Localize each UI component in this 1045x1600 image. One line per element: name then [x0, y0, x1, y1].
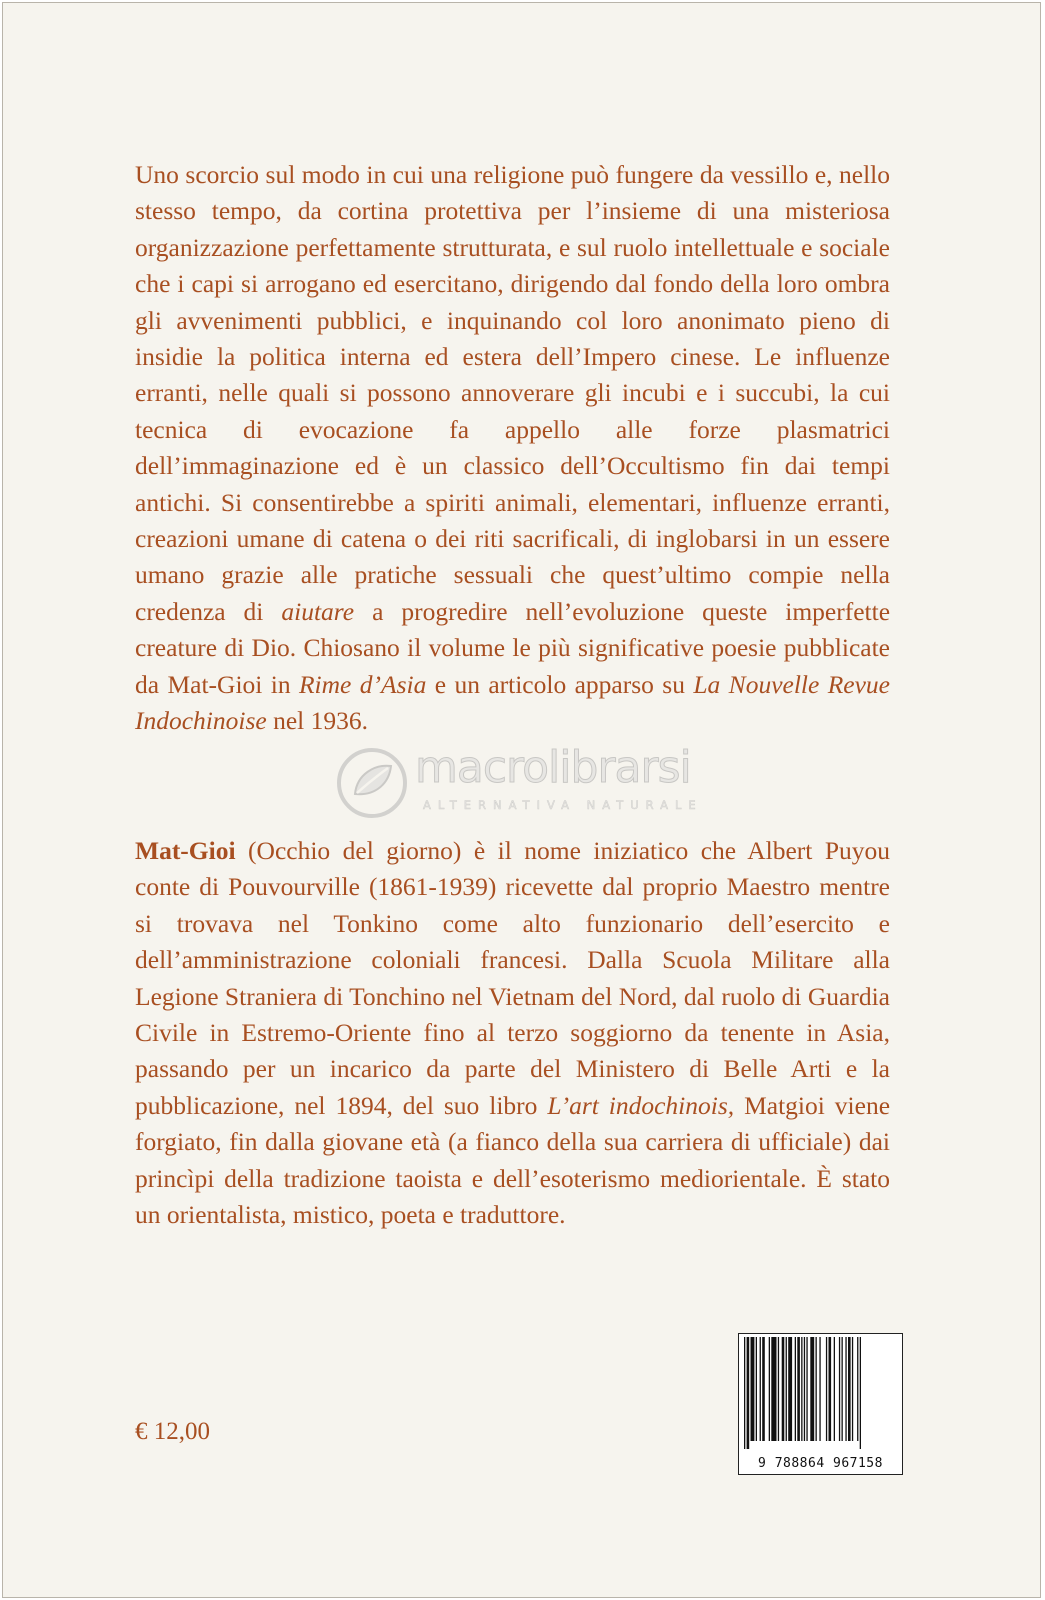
barcode-bar: [782, 1337, 785, 1441]
blurb-part-1: Uno scorcio sul modo in cui una religione può fungere da vessillo e, nello stesso tempo, da cortina protettiva per l’insieme di una misteriosa organizzazione perfettamente strutturata, e sul ruolo intellettuale e sociale che i capi si arrogano ed esercitano, dirigendo dal fondo della loro ombra gli avvenimenti pubblici, e inquinando col loro anonimato pieno di insidie la politica interna ed estera dell’Impero cinese. Le influenze erranti, nelle quali si possono annoverare gli incubi e i succubi, la cui tecnica di evocazione fa appello alle forze plasmatrici dell’immaginazione ed è un classico dell’Occultismo fin dai tempi antichi. Si consentirebbe a spiriti animali, elementari, influenze erranti, creazioni umane di catena o dei riti sacrificali, di inglobarsi in un essere umano grazie alle pratiche sessuali che quest’ultimo compie nella credenza di: [135, 160, 890, 626]
bio-part-2: Matgioi viene forgiato, fin dalla giovane età (a fianco della sua carriera di ufficiale) dai princìpi della tradizione taoista e dell’esoterismo mediorientale. È stato un orientalista, mistico, poeta e traduttore.: [135, 1090, 891, 1230]
leaf-logo-icon: [335, 746, 409, 820]
barcode-bar: [762, 1337, 765, 1441]
barcode-bar: [747, 1337, 750, 1449]
barcode-bar: [842, 1337, 843, 1441]
barcode-bar: [860, 1337, 861, 1449]
barcode-bar: [788, 1337, 792, 1441]
barcode-bar: [795, 1337, 796, 1441]
blurb-part-4: nel 1936.: [273, 706, 369, 736]
watermark-name: macrolibrarsi: [415, 742, 691, 793]
barcode-bar: [816, 1337, 817, 1441]
author-name: Mat-Gioi: [135, 836, 236, 865]
barcode-bar: [810, 1337, 814, 1441]
bio-italic-book-title: L’art indochinois,: [547, 1090, 735, 1120]
barcode-bar: [826, 1337, 827, 1441]
barcode-bar: [771, 1337, 776, 1441]
barcode-bar: [756, 1337, 757, 1441]
blurb-italic-revue: La Nouvelle Revue Indochinoise: [135, 669, 890, 736]
barcode-number: 9 788864 967158: [758, 1456, 883, 1471]
barcode-bar: [852, 1337, 853, 1441]
barcode-bar: [786, 1337, 787, 1441]
barcode-bar: [744, 1337, 745, 1449]
back-cover: [2, 2, 1041, 1598]
barcode-bar: [834, 1337, 835, 1441]
watermark-tagline: ALTERNATIVA NATURALE: [423, 798, 703, 812]
blurb-part-2: a progredire nell’evoluzione queste imperfette creature di Dio. Chiosano il volume le più significative poesie pubblicate da Mat-Gioi in: [135, 596, 891, 699]
barcode-bar: [819, 1337, 820, 1441]
barcode-bar: [797, 1337, 800, 1441]
barcode-bar: [839, 1337, 840, 1441]
barcode-bar: [806, 1337, 807, 1441]
barcode-bar: [760, 1337, 761, 1441]
barcode-bar: [801, 1337, 802, 1441]
barcode-bar: [829, 1337, 832, 1441]
author-bio: [135, 833, 890, 1233]
blurb-italic-aiutare: aiutare: [281, 596, 355, 626]
price-label: € 12,00: [135, 1418, 210, 1445]
isbn-barcode: [738, 1333, 903, 1475]
bio-part-1: (Occhio del giorno) è il nome iniziatico che Albert Puyou conte di Pouvourville (1861-1939) ricevette dal proprio Maestro mentre si trovava nel Tonkino come alto funzionario dell’esercito e dell’amministrazione coloniali francesi. Dalla Scuola Militare alla Legione Straniera di Tonchino nel Vietnam del Nord, dal ruolo di Guardia Civile in Estremo-Oriente fino al terzo soggiorno da tenente in Asia, passando per un incarico da parte del Ministero di Belle Arti e la pubblicazione, nel 1894, del suo libro: [135, 836, 890, 1120]
barcode-bars: [742, 1337, 899, 1449]
bio-paragraph: [135, 833, 890, 1233]
barcode-bar: [769, 1337, 770, 1441]
barcode-bar: [845, 1337, 846, 1441]
blurb-paragraph: [135, 157, 890, 740]
barcode-bar: [751, 1337, 755, 1441]
barcode-bar: [848, 1337, 851, 1441]
macrolibrarsi-watermark: [335, 740, 725, 824]
barcode-bar: [804, 1337, 805, 1441]
blurb-part-3: e un articolo apparso su: [434, 669, 685, 699]
barcode-bar: [857, 1337, 858, 1441]
blurb-italic-rime-d-asia: Rime d’Asia: [298, 669, 427, 699]
barcode-bar: [778, 1337, 779, 1441]
blurb-text: [135, 157, 890, 740]
